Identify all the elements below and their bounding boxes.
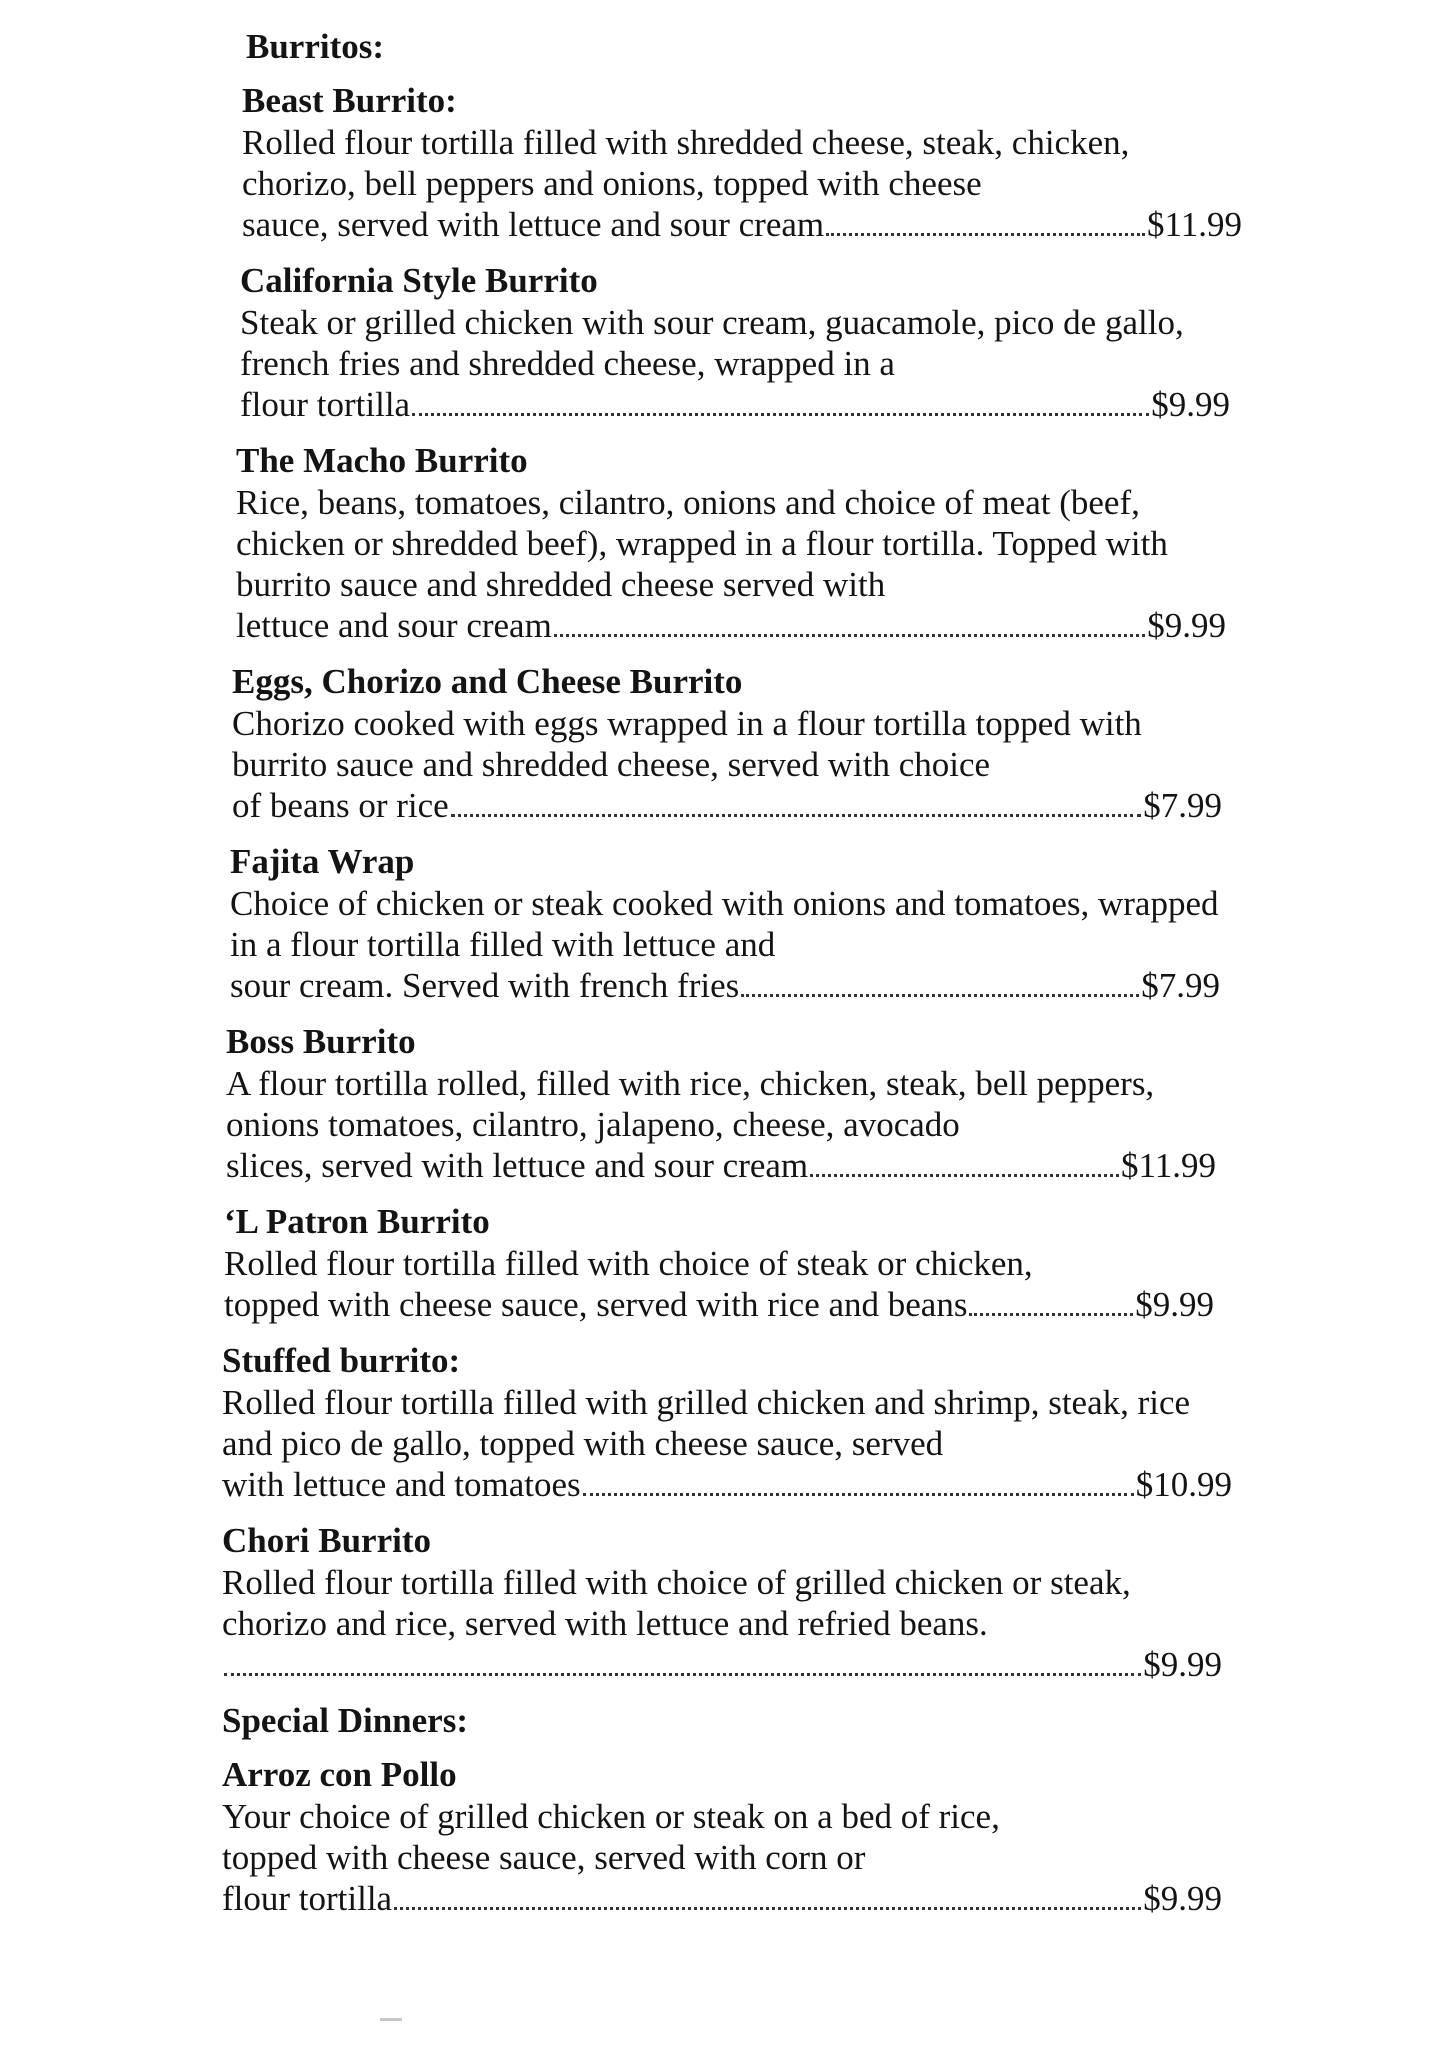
leader-dots [412, 413, 1149, 416]
price-line [242, 204, 1242, 246]
item-description: A flour tortilla rolled, filled with rice, chicken, steak, bell peppers, onions tomatoes, cilantro, jalapeno, cheese, avocado [226, 1064, 1155, 1144]
item-description-end: with lettuce and tomatoes [222, 1465, 581, 1504]
item-price: $7.99 [1141, 966, 1220, 1005]
item-name: Boss Burrito [226, 1022, 416, 1061]
section-title-burritos: Burritos: [246, 27, 385, 66]
item-name: ‘L Patron Burrito [224, 1202, 490, 1241]
menu-item-stuffed-burrito [222, 1340, 1232, 1506]
item-price: $9.99 [1143, 1645, 1222, 1684]
item-description: Rolled flour tortilla filled with choice of steak or chicken, [224, 1244, 1033, 1283]
item-description: Chorizo cooked with eggs wrapped in a flour tortilla topped with burrito sauce and shredded cheese, served with choice [232, 704, 1142, 784]
price-line [230, 965, 1220, 1007]
price-line [240, 384, 1230, 426]
item-description: Choice of chicken or steak cooked with onions and tomatoes, wrapped in a flour tortilla filled with lettuce and [230, 884, 1219, 964]
item-name: Beast Burrito: [242, 81, 457, 120]
item-description: Rolled flour tortilla filled with grilled chicken and shrimp, steak, rice and pico de gallo, topped with cheese sauce, served [222, 1383, 1191, 1463]
price-line [222, 1464, 1232, 1506]
item-description-end: flour tortilla [240, 385, 411, 424]
price-line [222, 1644, 1222, 1686]
item-description-end: slices, served with lettuce and sour cream [226, 1146, 809, 1185]
item-description-end: sour cream. Served with french fries [230, 966, 740, 1005]
leader-dots [826, 233, 1145, 236]
price-line [224, 1284, 1214, 1326]
item-name: Stuffed burrito: [222, 1341, 461, 1380]
item-price: $9.99 [1151, 385, 1230, 424]
menu-item-eggs-chorizo-cheese-burrito [232, 661, 1222, 827]
item-description-end: of beans or rice [232, 786, 449, 825]
item-description: Steak or grilled chicken with sour cream, guacamole, pico de gallo, french fries and shredded cheese, wrapped in a [240, 303, 1184, 383]
menu-item-california-style-burrito [240, 260, 1230, 426]
leader-dots [451, 814, 1142, 817]
leader-dots [394, 1907, 1141, 1910]
menu-item-beast-burrito [242, 80, 1242, 246]
leader-dots [583, 1493, 1134, 1496]
menu-item-fajita-wrap [230, 841, 1220, 1007]
item-description: Rice, beans, tomatoes, cilantro, onions and choice of meat (beef, chicken or shredded beef), wrapped in a flour tortilla. Topped with burrito sauce and shredded cheese served with [236, 483, 1168, 604]
item-price: $11.99 [1147, 205, 1242, 244]
menu-content [222, 26, 1242, 1934]
item-name: Fajita Wrap [230, 842, 415, 881]
item-description: Rolled flour tortilla filled with shredded cheese, steak, chicken, chorizo, bell peppers and onions, topped with cheese [242, 123, 1130, 203]
leader-dots [969, 1313, 1133, 1316]
item-description-end: sauce, served with lettuce and sour cream [242, 205, 825, 244]
leader-dots [554, 634, 1145, 637]
price-line [232, 785, 1222, 827]
menu-item-the-macho-burrito [236, 440, 1226, 647]
item-description-end: topped with cheese sauce, served with rice and beans [224, 1285, 968, 1324]
item-description-end: lettuce and sour cream [236, 606, 552, 645]
menu-item-boss-burrito [226, 1021, 1216, 1187]
leader-dots [810, 1174, 1119, 1177]
leader-dots [224, 1673, 1141, 1676]
price-line [236, 605, 1226, 647]
item-description-end: flour tortilla [222, 1879, 393, 1918]
item-price: $9.99 [1143, 1879, 1222, 1918]
item-price: $9.99 [1147, 606, 1226, 645]
item-description: Rolled flour tortilla filled with choice of grilled chicken or steak, chorizo and rice, served with lettuce and refried beans. [222, 1563, 1131, 1643]
scan-artifact [380, 2018, 402, 2021]
item-name: California Style Burrito [240, 261, 598, 300]
item-name: Arroz con Pollo [222, 1755, 457, 1794]
menu-item-chori-burrito [222, 1520, 1222, 1686]
price-line [222, 1878, 1222, 1920]
item-name: Eggs, Chorizo and Cheese Burrito [232, 662, 743, 701]
price-line [226, 1145, 1216, 1187]
leader-dots [741, 994, 1139, 997]
item-price: $9.99 [1135, 1285, 1214, 1324]
item-price: $10.99 [1135, 1465, 1232, 1504]
section-title-special-dinners: Special Dinners: [222, 1701, 468, 1740]
item-description: Your choice of grilled chicken or steak on a bed of rice, topped with cheese sauce, served with corn or [222, 1797, 1000, 1877]
item-price: $7.99 [1143, 786, 1222, 825]
item-name: The Macho Burrito [236, 441, 528, 480]
menu-item-l-patron-burrito [224, 1201, 1214, 1326]
menu-item-arroz-con-pollo [222, 1754, 1222, 1920]
item-price: $11.99 [1121, 1146, 1216, 1185]
item-name: Chori Burrito [222, 1521, 432, 1560]
